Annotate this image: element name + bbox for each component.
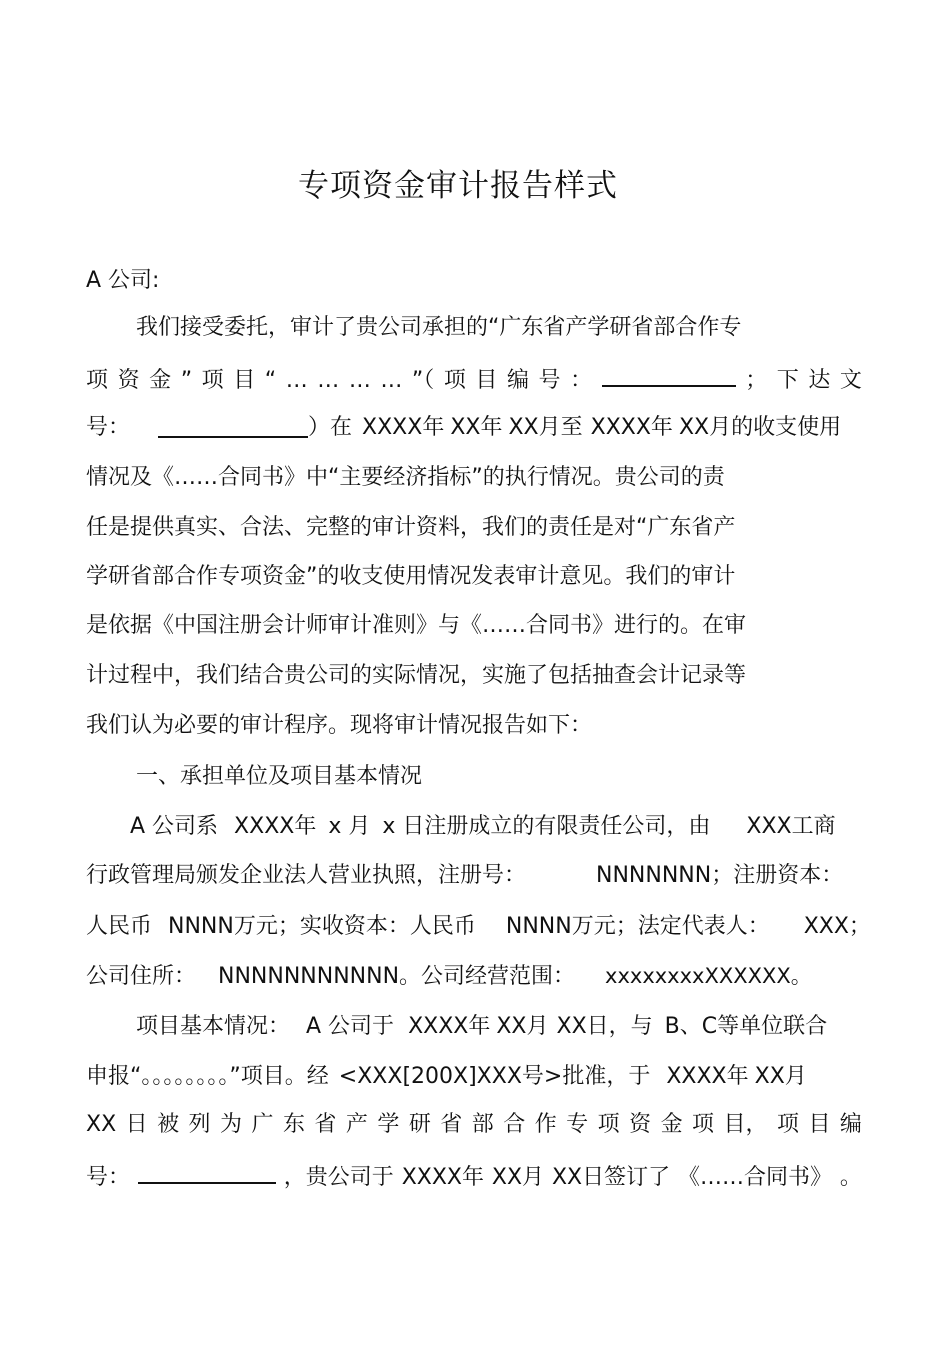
section-heading: 一、承担单位及项目基本情况 (136, 764, 423, 789)
paragraph-line-justified: XX 日 被 列 为 广 东 省 产 学 研 省 部 合 作 专 项 资 金 项 目， 项 目 编 (86, 1112, 862, 1137)
paragraph-line: 号： ）在 XXXX年 XX年 XX月至 XXXX年 XX月的收支使用 (86, 415, 842, 440)
paragraph-line: 任是提供真实、合法、完整的审计资料，我们的责任是对“广东省产 (86, 515, 736, 540)
paragraph-line: 人民币 NNNN万元；实收资本：人民币 NNNN万元；法定代表人： XXX； (86, 914, 871, 939)
project-number-blank (602, 363, 736, 387)
document-number-blank (158, 414, 308, 438)
salutation: A 公司: (86, 268, 160, 293)
paragraph-line: 我们认为必要的审计程序。现将审计情况报告如下： (86, 713, 593, 738)
paragraph-line: 是依据《中国注册会计师审计准则》与《……合同书》进行的。在审 (86, 613, 747, 638)
paragraph-line: 项目基本情况： A 公司于 XXXX年 XX月 XX日，与 B、C等单位联合 (136, 1014, 828, 1039)
paragraph-line: A 公司系 XXXX年 x 月 x 日注册成立的有限责任公司，由 XXX工商 (130, 814, 836, 839)
paragraph-line-justified: 号： ，贵公司于 XXXX年 XX月 XX日签订了 《……合同书》 。 (86, 1160, 862, 1190)
paragraph-line: 公司住所： NNNNNNNNNNN。公司经营范围： xxxxxxxxXXXXXX。 (86, 964, 812, 989)
paragraph-line: 我们接受委托，审计了贵公司承担的“广东省产学研省部合作专 (136, 315, 742, 340)
project-number-blank-2 (138, 1160, 276, 1184)
paragraph-line-justified: 项 资 金 ” 项 目 “ … … … … ”（ 项 目 编 号 ： ； 下 达 文 (86, 363, 862, 393)
paragraph-line: 学研省部合作专项资金”的收支使用情况发表审计意见。我们的审计 (86, 564, 736, 589)
document-title: 专项资金审计报告样式 (298, 168, 618, 204)
paragraph-line: 申报“。。。。。。。。”项目。经 <XXX[200X]XXX号>批准，于 XXXX年 XX月 (86, 1064, 807, 1089)
paragraph-line: 计过程中，我们结合贵公司的实际情况，实施了包括抽查会计记录等 (86, 663, 747, 688)
paragraph-line: 行政管理局颁发企业法人营业执照，注册号： NNNNNNN；注册资本： (86, 863, 844, 888)
paragraph-line: 情况及《……合同书》中“主要经济指标”的执行情况。贵公司的责 (86, 465, 725, 490)
